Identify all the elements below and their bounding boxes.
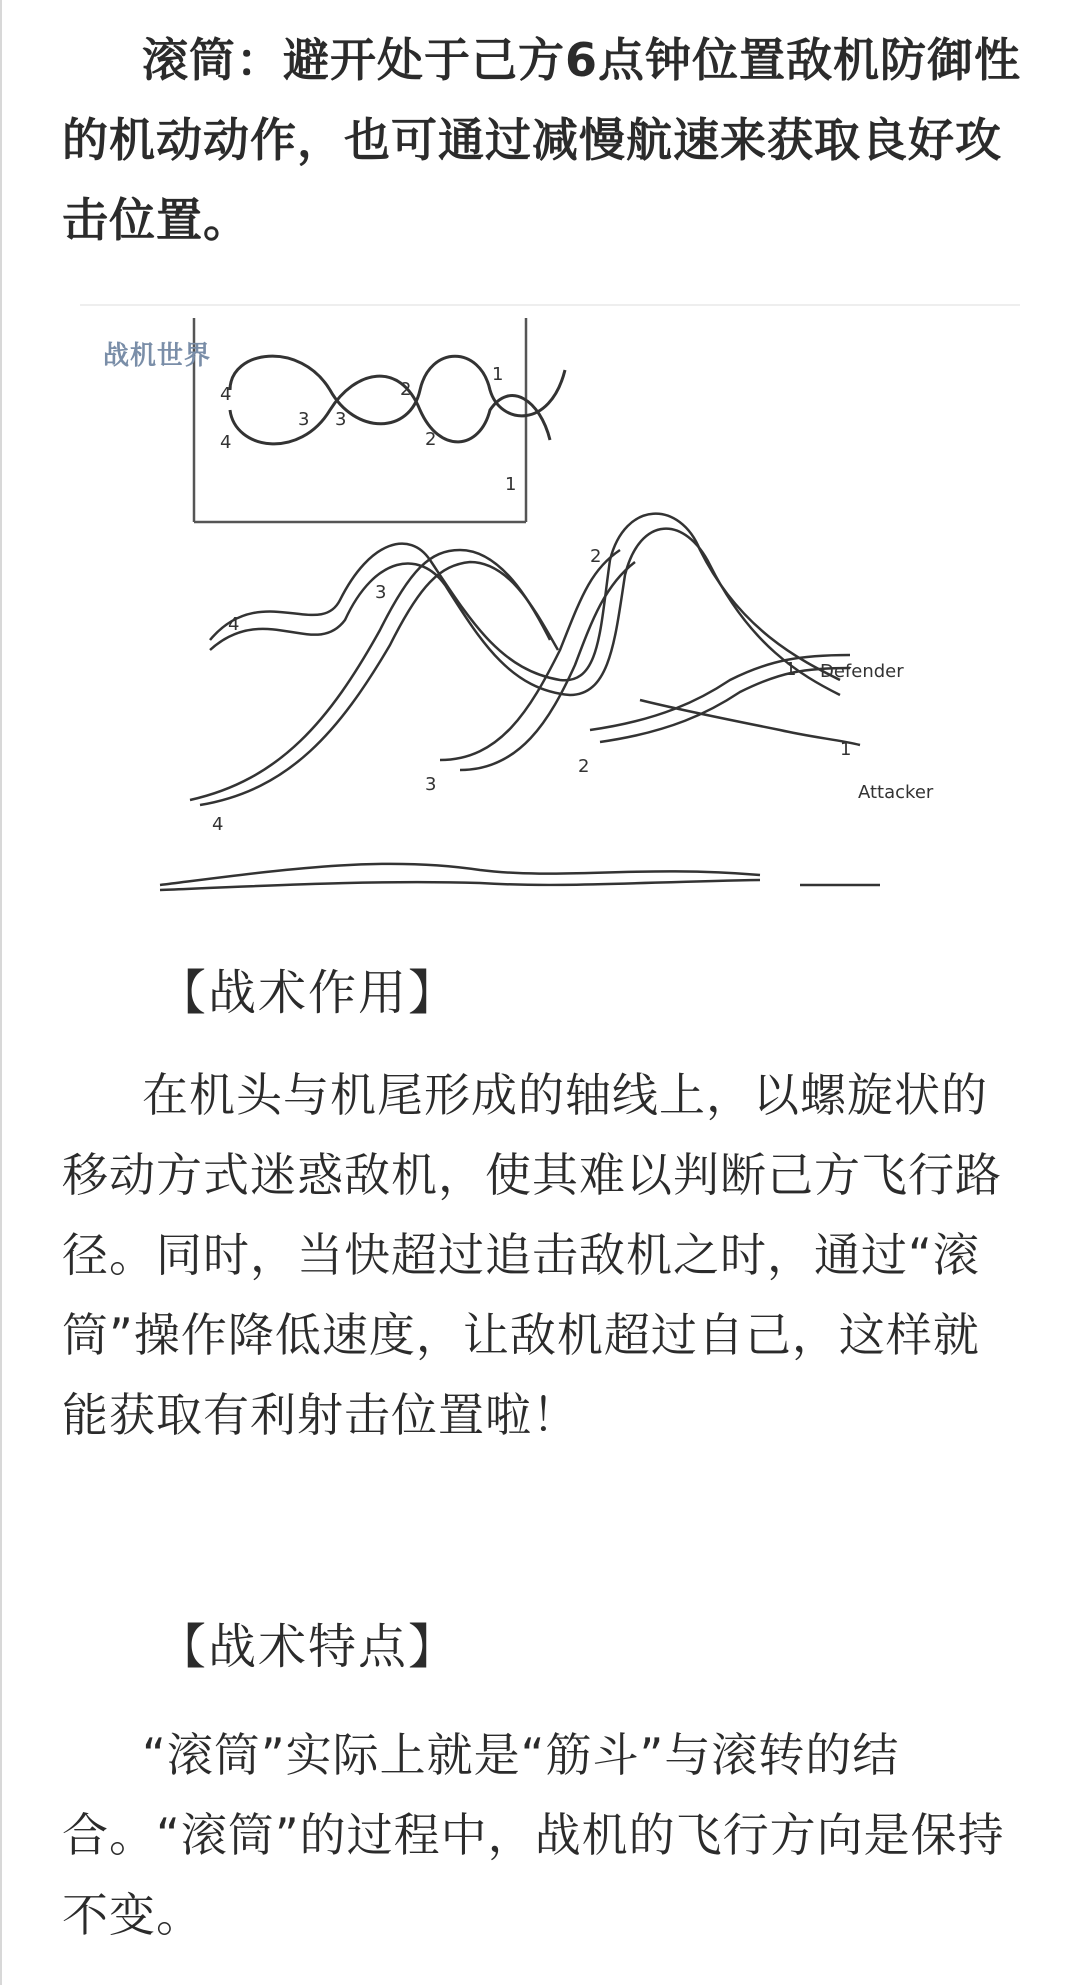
intro-text: 滚筒：避开处于己方6点钟位置敌机防御性的机动动作，也可通过减慢航速来获取良好攻击位置。 [62, 33, 1022, 247]
top-label-2b: 2 [425, 429, 437, 450]
section1-heading: 【战术作用】 [158, 965, 459, 1021]
ribbon-edge-b [210, 529, 840, 695]
strand-d [460, 562, 635, 770]
top-path-upper [230, 356, 565, 424]
point-label-3b: 3 [425, 774, 437, 795]
point-label-2a: 2 [590, 546, 602, 567]
point-label-4a: 4 [228, 614, 240, 635]
top-label-2a: 2 [400, 379, 412, 400]
top-label-1a: 1 [492, 364, 504, 385]
intro-paragraph [62, 20, 1022, 260]
page-edge-line [0, 0, 2, 1985]
section1-paragraph [62, 1055, 1022, 1455]
section2-heading: 【战术特点】 [158, 1619, 459, 1675]
logo [92, 335, 222, 425]
point-label-3a: 3 [375, 582, 387, 603]
point-label-2b: 2 [578, 756, 590, 777]
flat-ribbon-lower [160, 880, 760, 890]
main-diagram [160, 514, 880, 890]
top-label-4a: 4 [220, 384, 232, 405]
barrel-roll-diagram [80, 300, 1030, 920]
barrel-roll-figure [80, 300, 1030, 920]
defender-label: Defender [820, 661, 904, 682]
logo-text: 战机世界 [102, 341, 211, 371]
section2-paragraph [62, 1715, 1022, 1955]
point-label-1a: 1 [785, 659, 797, 680]
attacker-path [640, 700, 860, 745]
point-label-1b: 1 [840, 739, 852, 760]
section1-text: 在机头与机尾形成的轴线上，以螺旋状的移动方式迷惑敌机，使其难以判断己方飞行路径。同时，当快超过追击敌机之时，通过“滚筒”操作降低速度，让敌机超过自己，这样就能获取有利射击位置啦！ [62, 1068, 1002, 1442]
top-label-3b: 3 [335, 409, 347, 430]
section2-text: “滚筒”实际上就是“筋斗”与滚转的结合。“滚筒”的过程中，战机的飞行方向是保持不变。 [62, 1728, 1005, 1942]
point-label-4b: 4 [212, 814, 224, 835]
top-label-4b: 4 [220, 432, 232, 453]
attacker-label: Attacker [858, 782, 934, 803]
top-label-1b: 1 [505, 474, 517, 495]
top-label-3a: 3 [298, 409, 310, 430]
